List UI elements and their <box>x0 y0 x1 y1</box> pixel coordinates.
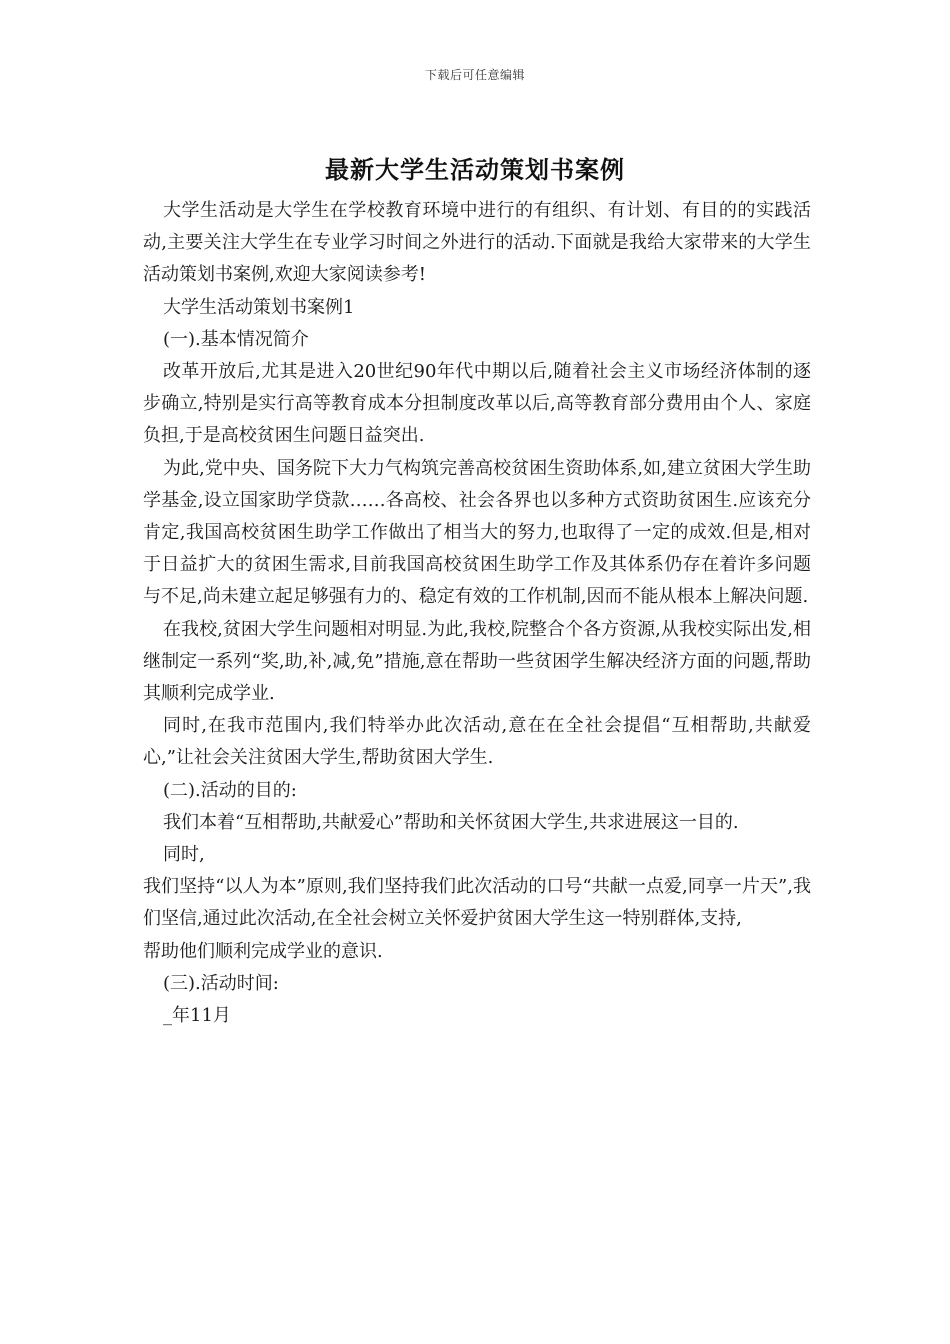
document-title: 最新大学生活动策划书案例 <box>325 155 625 184</box>
paragraph-policy: 为此,党中央、国务院下大力气构筑完善高校贫困生资助体系,如,建立贫困大学生助学基金,设立国家助学贷款……各高校、社会各界也以多种方式资助贫困生.应该充分肯定,我国高校贫困生助学工作做出了相当大的努力,也取得了一定的成效.但是,相对于日益扩大的贫困生需求,目前我国高校贫困生助学工作及其体系仍存在着许多问题与不足,尚未建立起足够强有力的、稳定有效的工作机制,因而不能从根本上解决问题. <box>143 457 811 608</box>
paragraph-intro: 大学生活动是大学生在学校教育环境中进行的有组织、有计划、有目的的实践活动,主要关注大学生在专业学习时间之外进行的活动.下面就是我给大家带来的大学生活动策划书案例,欢迎大家阅读参考! <box>143 200 811 286</box>
header-note: 下载后可任意编辑 <box>424 68 525 82</box>
paragraph-school-situation: 在我校,贫困大学生问题相对明显.为此,我校,院整合个各方资源,从我校实际出发,相继制定一系列“奖,助,补,减,免”措施,意在帮助一些贫困学生解决经济方面的问题,帮助其顺利完成学业. <box>143 618 811 705</box>
paragraph-purpose: 我们本着“互相帮助,共献爱心”帮助和关怀贫困大学生,共求进展这一目的. <box>163 811 739 833</box>
paragraph-meanwhile: 同时, <box>163 844 205 866</box>
section-heading-time: (三).活动时间: <box>163 972 279 994</box>
case-heading: 大学生活动策划书案例1 <box>163 296 355 318</box>
paragraph-background: 改革开放后,尤其是进入20世纪90年代中期以后,随着社会主义市场经济体制的逐步确立,特别是实行高等教育成本分担制度改革以后,高等教育部分费用由个人、家庭负担,于是高校贫困生问题日益突出. <box>143 361 811 447</box>
paragraph-date: _年11月 <box>163 1005 231 1027</box>
document-body <box>143 195 811 1032</box>
section-heading-basic-info: (一).基本情况简介 <box>163 328 309 350</box>
section-heading-purpose: (二).活动的目的: <box>163 779 297 801</box>
paragraph-city-activity: 同时,在我市范围内,我们特举办此次活动,意在在全社会提倡“互相帮助,共献爱心,”让社会关注贫困大学生,帮助贫困大学生. <box>143 715 811 769</box>
paragraph-principle: 我们坚持“以人为本”原则,我们坚持我们此次活动的口号“共献一点爱,同享一片天”,我们坚信,通过此次活动,在全社会树立关怀爱护贫困大学生这一特别群体,支持, <box>143 876 811 930</box>
paragraph-awareness: 帮助他们顺利完成学业的意识. <box>143 940 383 962</box>
